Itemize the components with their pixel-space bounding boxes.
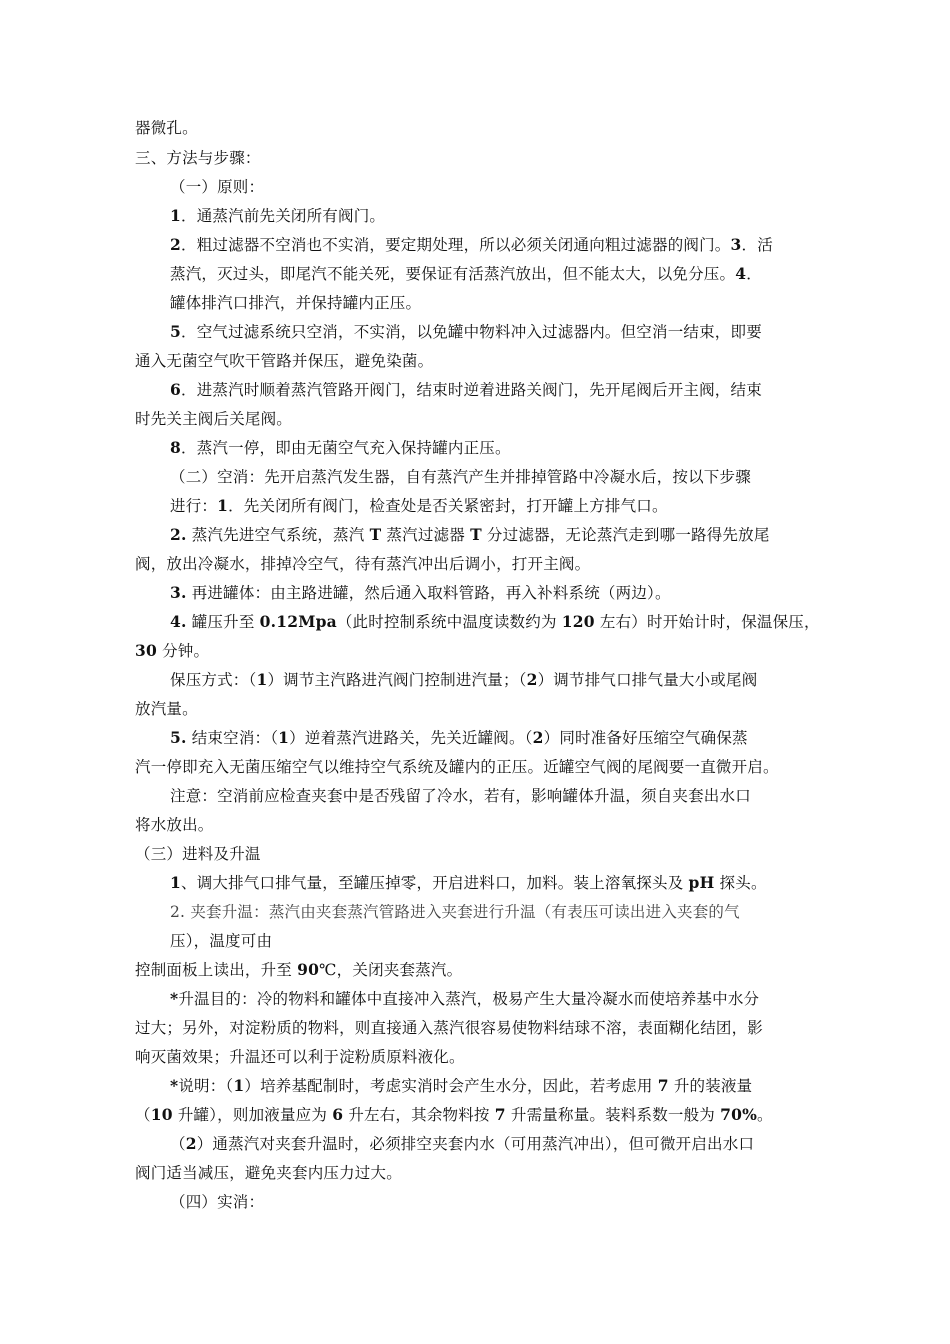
text-segment: ．先关闭所有阀门，检查处是否关紧密封，打开罐上方排气口。 [228, 497, 668, 515]
bold-text-segment: 0.12Mpa [259, 612, 337, 631]
bold-text-segment: 6 [170, 380, 181, 399]
text-segment: 蒸汽过滤器 [381, 526, 471, 544]
text-segment: 罐压升至 [186, 613, 260, 631]
text-segment: ．粗过滤器不空消也不实消，要定期处理，所以必须关闭通向粗过滤器的阀门。 [181, 236, 731, 254]
text-segment: 将水放出。 [135, 816, 214, 834]
bold-text-segment: 2 [526, 670, 538, 689]
text-segment: 放汽量。 [135, 700, 198, 718]
bold-text-segment: 3 [730, 235, 742, 254]
text-segment: 注意：空消前应检查夹套中是否残留了冷水，若有，影响罐体升温，须自夹套出水口 [170, 787, 751, 805]
text-segment: 蒸汽先进空气系统，蒸汽 [186, 526, 370, 544]
bold-text-segment: 3. [170, 583, 187, 602]
bold-text-segment: T [470, 525, 482, 544]
text-segment: 蒸汽，灭过头，即尾汽不能关死，要保证有活蒸汽放出，但不能太大，以免分压。 [170, 265, 736, 283]
text-segment: 升需量称量。装料系数一般为 [505, 1106, 721, 1124]
text-line [170, 786, 751, 806]
bold-text-segment: 10 [150, 1105, 173, 1124]
bold-text-segment: 5. [170, 728, 187, 747]
text-line [170, 264, 762, 284]
bold-text-segment: 1 [233, 1076, 245, 1095]
text-segment: 控制面板上读出，升至 [135, 961, 298, 979]
bold-text-segment: 1 [217, 496, 229, 515]
bold-text-segment: 1 [256, 670, 268, 689]
text-segment: （二）空消：先开启蒸汽发生器，自有蒸汽产生并排掉管路中冷凝水后，按以下步骤 [170, 468, 751, 486]
text-line [170, 380, 762, 400]
bold-text-segment: 4 [735, 264, 747, 283]
text-line [135, 844, 261, 864]
bold-text-segment: * [170, 1076, 179, 1095]
bold-text-segment: 7 [657, 1076, 669, 1095]
text-line [170, 235, 773, 255]
text-segment: （三）进料及升温 [135, 845, 261, 863]
text-line [135, 960, 462, 980]
bold-text-segment: 1 [170, 873, 181, 892]
bold-text-segment: 8 [170, 438, 181, 457]
text-segment: 结束空消：（ [186, 729, 279, 747]
text-segment: 2. 夹套升温：蒸汽由夹套蒸汽管路进入夹套进行升温（有表压可读出进入夹套的气 [170, 903, 740, 921]
text-line [135, 641, 209, 661]
text-segment: ．蒸汽一停，即由无菌空气充入保持罐内正压。 [181, 439, 511, 457]
text-segment: 升温目的：冷的物料和罐体中直接冲入蒸汽，极易产生大量冷凝水而使培养基中水分 [178, 990, 760, 1008]
text-line [170, 728, 748, 748]
text-line [135, 409, 292, 429]
text-line [135, 351, 433, 371]
text-line [170, 467, 751, 487]
text-line [170, 496, 668, 516]
bold-text-segment: 30 [135, 641, 157, 660]
text-segment: 、调大排气口排气量，至罐压掉零，开启进料口，加料。装上溶氧探头及 [181, 874, 689, 892]
text-segment: 升的装液量 [668, 1077, 753, 1095]
bold-text-segment: 2 [532, 728, 544, 747]
text-segment: 过大；另外，对淀粉质的物料，则直接通入蒸汽很容易使物料结球不溶，表面糊化结团，影 [135, 1019, 764, 1037]
text-line [135, 1105, 773, 1125]
text-segment: 左右）时开始计时，保温保压， [594, 613, 820, 631]
text-segment: （ [170, 1135, 186, 1153]
text-segment: 阀，放出冷凝水，排掉冷空气，待有蒸汽冲出后调小，打开主阀。 [135, 555, 591, 573]
text-line [170, 931, 272, 951]
text-line [135, 757, 779, 777]
text-segment: 探头。 [714, 874, 767, 892]
bold-text-segment: 90 [297, 960, 320, 979]
text-line [170, 322, 762, 342]
text-segment: 三、方法与步骤： [135, 149, 261, 167]
bold-text-segment: 1 [278, 728, 290, 747]
bold-text-segment: 4. [170, 612, 187, 631]
text-line [135, 1018, 763, 1038]
text-segment: 说明：（ [178, 1077, 234, 1095]
text-line [170, 525, 770, 545]
text-segment: 汽一停即充入无菌压缩空气以维持空气系统及罐内的正压。近罐空气阀的尾阀要一直微开启。 [135, 758, 779, 776]
bold-text-segment: * [170, 989, 179, 1008]
text-line [135, 1163, 402, 1183]
bold-text-segment: 5 [170, 322, 181, 341]
text-segment: ）培养基配制时，考虑实消时会产生水分，因此，若考虑用 [244, 1077, 658, 1095]
text-line [170, 873, 767, 893]
text-segment: ）调节排气口排气量大小或尾阀 [537, 671, 758, 689]
text-line [170, 902, 740, 922]
text-segment: （此时控制系统中温度读数约为 [336, 613, 562, 631]
bold-text-segment: 70% [720, 1105, 758, 1124]
text-segment: 阀门适当减压，避免夹套内压力过大。 [135, 1164, 402, 1182]
text-segment: 时先关主阀后关尾阀。 [135, 410, 293, 428]
text-segment: ）通蒸汽对夹套升温时，必须排空夹套内水（可用蒸汽冲出），但可微开启出水口 [196, 1135, 755, 1153]
text-segment: 进行： [170, 497, 218, 515]
text-segment: 器微孔。 [135, 119, 198, 137]
text-segment: ）调节主汽路进汽阀门控制进汽量；（ [267, 671, 527, 689]
text-segment: 压），温度可由 [170, 932, 273, 950]
text-line [170, 1134, 754, 1154]
text-line [170, 1076, 752, 1096]
text-line [170, 670, 757, 690]
text-segment: ．进蒸汽时顺着蒸汽管路开阀门，结束时逆着进路关阀门，先开尾阀后开主阀，结束 [181, 381, 762, 399]
text-segment: ．活 [741, 236, 773, 254]
text-segment: ）同时准备好压缩空气确保蒸 [543, 729, 748, 747]
bold-text-segment: pH [688, 873, 715, 892]
text-segment: ．空气过滤系统只空消，不实消，以免罐中物料冲入过滤器内。但空消一结束，即要 [181, 323, 762, 341]
text-line [170, 293, 421, 313]
text-line [170, 989, 759, 1009]
bold-text-segment: 2 [185, 1134, 197, 1153]
text-segment: 升左右，其余物料按 [343, 1106, 495, 1124]
text-segment: 罐体排汽口排汽，并保持罐内正压。 [170, 294, 422, 312]
bold-text-segment: 6 [332, 1105, 344, 1124]
text-segment: 。 [757, 1106, 773, 1124]
text-line [170, 206, 385, 226]
bold-text-segment: 2. [170, 525, 187, 544]
text-segment: ）逆着蒸汽进路关，先关近罐阀。（ [289, 729, 533, 747]
text-segment: ．通蒸汽前先关闭所有阀门。 [181, 207, 386, 225]
text-line [135, 699, 198, 719]
text-segment: （ [135, 1106, 151, 1124]
text-segment: 保压方式：（ [170, 671, 257, 689]
text-segment: ℃，关闭夹套蒸汽。 [319, 961, 463, 979]
text-line [170, 612, 820, 632]
bold-text-segment: 2 [170, 235, 181, 254]
text-segment: 再进罐体：由主路进罐，然后通入取料管路，再入补料系统（两边）。 [186, 584, 671, 602]
text-line [170, 438, 511, 458]
text-segment: 升罐），则加液量应为 [172, 1106, 333, 1124]
text-line [135, 554, 590, 574]
text-segment: （四）实消： [170, 1193, 265, 1211]
text-segment: 通入无菌空气吹干管路并保压，避免染菌。 [135, 352, 434, 370]
text-line [135, 1047, 465, 1067]
bold-text-segment: 7 [494, 1105, 506, 1124]
bold-text-segment: 1 [170, 206, 181, 225]
text-segment: （一）原则： [170, 178, 265, 196]
text-line [170, 583, 671, 603]
text-line [170, 1192, 264, 1212]
text-segment: 分过滤器，无论蒸汽走到哪一路得先放尾 [481, 526, 770, 544]
text-segment: 分钟。 [156, 642, 210, 660]
bold-text-segment: 120 [561, 612, 595, 631]
text-line [170, 177, 264, 197]
text-segment: ． [746, 265, 762, 283]
bold-text-segment: T [369, 525, 382, 544]
text-line [135, 118, 198, 138]
text-segment: 响灭菌效果；升温还可以利于淀粉质原料液化。 [135, 1048, 465, 1066]
text-line [135, 148, 261, 168]
text-line [135, 815, 214, 835]
